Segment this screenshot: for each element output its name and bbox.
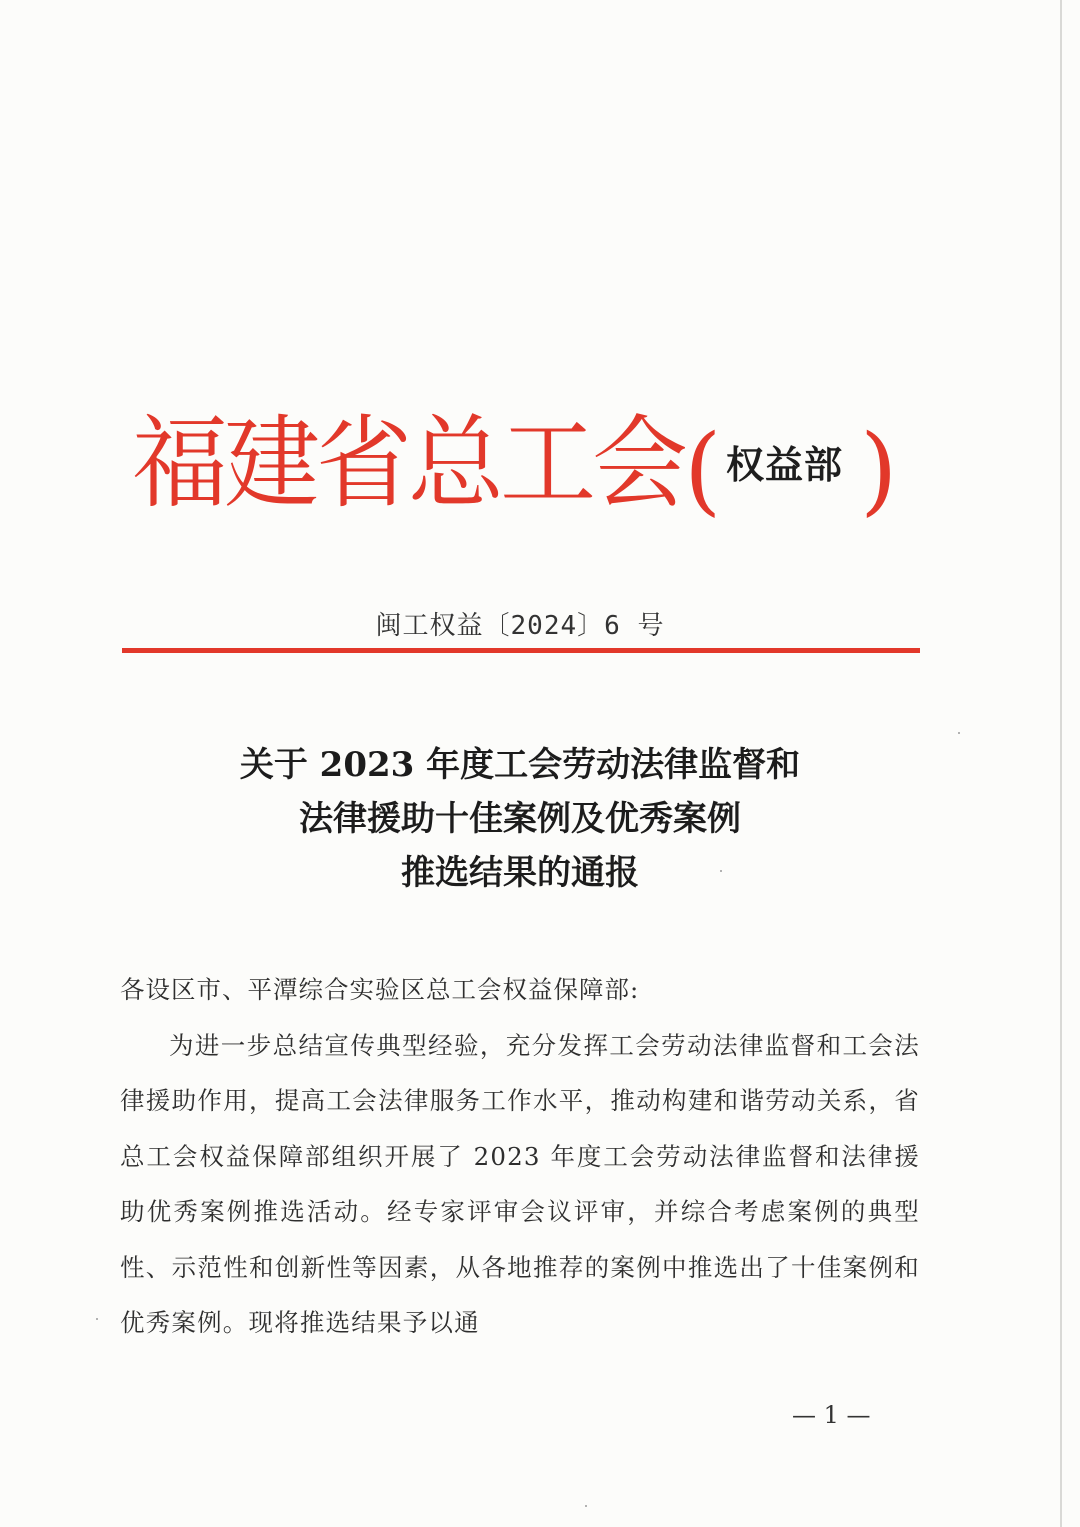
page-number: — 1 — xyxy=(792,1401,871,1429)
salutation: 各设区市、平潭综合实验区总工会权益保障部: xyxy=(120,975,640,1004)
red-divider-line xyxy=(122,648,920,653)
title-line-3: 推选结果的通报 xyxy=(401,853,639,893)
title-line-1: 关于 2023 年度工会劳动法律监督和 xyxy=(239,745,801,785)
body-paragraph: 为进一步总结宣传典型经验，充分发挥工会劳动法律监督和工会法律援助作用，提高工会法律服务工作水平，推动构建和谐劳动关系，省总工会权益保障部组织开展了 2023 年度工会劳动法律监督和法律援助优秀案例推选活动。经专家评审会议评审，并综合考虑案例的典型性、示范性和创新性等因素，从各地推荐的案例中推选出了十佳案例和优秀案例。现将推选结果予以通 xyxy=(120,1030,920,1337)
scan-speck xyxy=(720,870,722,872)
scan-speck xyxy=(958,732,960,734)
document-body xyxy=(120,962,920,1351)
paren-left: ( xyxy=(684,414,722,526)
paren-right: ) xyxy=(860,414,898,526)
document-title xyxy=(0,738,1040,900)
document-number: 闽工权益〔2024〕6 号 xyxy=(375,611,665,641)
issuing-organization: 福建省总工会 xyxy=(132,404,684,523)
scan-speck xyxy=(585,1505,587,1507)
title-line-2: 法律援助十佳案例及优秀案例 xyxy=(299,799,741,839)
issuing-department: 权益部 xyxy=(726,443,844,487)
page-edge-line xyxy=(1060,0,1062,1527)
scan-speck xyxy=(96,1318,98,1320)
